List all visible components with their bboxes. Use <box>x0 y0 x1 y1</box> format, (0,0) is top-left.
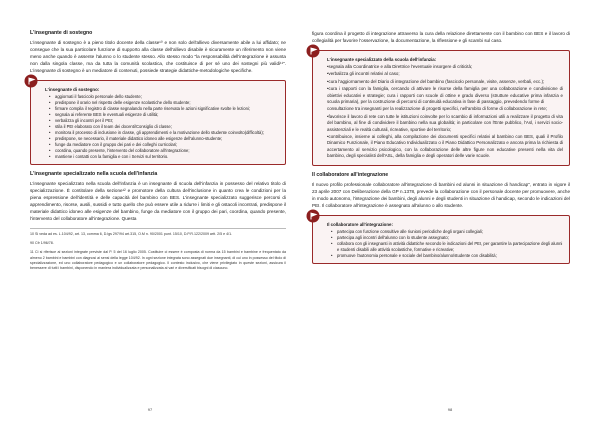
box-title: Il collaboratore all'integrazione: <box>327 221 393 227</box>
box-title: L'insegnante specializzato della scuola dell'infanzia: <box>327 57 437 62</box>
box-line: •cura i rapporti con la famiglia, cercando di attivare le risorse della famiglia per una collaborazione e condivisione di obiettivi educativi e strategie; cura i rapporti con scuole di ottine e grado diverso (strutture educative prima infanzia e scuola primaria), per la costruzione di percorsi di continuità educativa in fase di passaggio, prevedendo forme di <box>327 86 563 105</box>
box-line: •verbalizza gli incontri relativi al caso; <box>327 71 400 77</box>
footnote: 11 Ci si riferisce ai sezioni integrate previste dal P. 5 del 16 luglio 2005. Costituire ci essere è composta di norma da 15 bambini e bambine e frequentato da almeno 2 bambini e bambini con diagnosi ai sensi della legge 104/92. In ogni sezione integrata sono assegnati due insegnanti, di cui uno in possesso del titolo di specializzazione, ed uno collaboratore pedagogico e un collaboratore pedagogico. Il contesto inclusivo, che viene privilegiato in queste sezioni, assicura il benessere di tutti i bambini, disponendo in maniera individualizzata e personalizzata ai vari e diversificati bisogni di ciascuno. <box>30 250 286 271</box>
box-line: •contribuisce, insieme ai colleghi, alla compilazione dei documenti specifici relativi al bambino con BES, quali il Profilo Dinamico Funzionale, il Piano Educativo Individualizzato o il Piano Didattico Personalizzato e ancora prima la richiesta di accertamento al servizio psicologico, con la collaborazione delle altre figure non educative presenti nella vita del bambino, degli specialisti dell'ASL, della famiglia e degli operatori delle varie scuole. <box>327 134 563 159</box>
sostegno-box <box>30 80 286 165</box>
list-item: • segnala ai referente BES le eventuali esigenze di utilità; <box>55 112 279 118</box>
heading-collaboratore: Il collaboratore all'integrazione <box>312 171 389 178</box>
box-title: L'insegnante di sostegno: <box>45 87 100 92</box>
list-item: • predispone il orario nel rispetto delle esigenze scolastiche dello studente; <box>55 100 279 106</box>
page-right <box>300 0 600 424</box>
page-number: 97 <box>147 407 153 412</box>
page-number: 98 <box>447 407 453 412</box>
list-item: • firmare compila il registro di classe segnalando nella parte riservata le azioni significative svolte le lezioni; <box>55 106 279 112</box>
paragraph-continuation: figura coordina il progetto di integrazione attraverso la cura della relazione direttamente con il bambino con BES e il lavoro di collegialità per favorire l'osservazione, la documentazione, la riflessione e gli scambi sul caso. <box>312 31 570 43</box>
box-line: •favorisce il lavoro di rete con tutte le istituzioni coinvolte per lo scambio di informazioni utili a realizzare il progetto di vita del bambino, al fine di condividere il bambino nella sua globalità; in particolare con l'Ente pubblico, l'Asl, i servizi socio-assistenziali e le realtà culturali, ricreative, sportive del territorio; <box>327 113 563 132</box>
box-line: consultazione tra insegnanti per la realizzazione di progetti specifici, nell'ambito di forme di collaborazione in rete; <box>327 106 548 112</box>
heading-insegnante-sostegno: L'insegnante di sostegno <box>30 30 93 36</box>
footnotes <box>30 228 286 271</box>
list-item: • funge da mediatore con il gruppo dei pari e dei colleghi curricolari; <box>55 142 279 148</box>
list-item: • partecipa con funzione consultive alle riunioni periodiche degli organi collegiali; <box>337 229 563 235</box>
infanzia-box <box>312 50 570 166</box>
flag-icon <box>306 44 320 58</box>
paragraph-sostegno: L'insegnante di sostegno è a pieno titolo docente della classe¹⁰ e non solo dell'allievo diversamente abile a lui affidato; ne consegue che la sua particolare funzione di supporto alla classe dell'allievo disabile è sicuramente un riferimento non viene meno anche quando è assente l'alunno o lo studente stesso. Allo stesso modo "la responsabilità dell'integrazione è assunta non dalla singola classe, ma da tutta la comunità scolastica, che costituisce di per sé uno dei sostegni più validi¹¹". L'insegnante di sostegno è un mediatore di contenuti, possiede strategie didattiche-metodologiche specifiche. <box>30 40 286 73</box>
list-item: • stila il PEI elaborato con il team dei docenti/Consiglio di classe; <box>55 124 279 130</box>
sostegno-list <box>45 94 279 160</box>
box-line: •cura l'aggiornamento del Diario di integrazione del bambino (fascicolo personale, visite, assenze, verbali, ecc.); <box>327 78 545 84</box>
list-item: • verbalizza gli incontri per il PEI; <box>55 118 279 124</box>
list-item: • aggiornati il fascicolo personale dello studente; <box>55 94 279 100</box>
heading-infanzia: L'insegnante specializzato nella scuola dell'infanzia <box>30 171 158 177</box>
flag-icon <box>306 209 320 223</box>
list-item: • promuove l'autonomia personale e sociale del bambino/alunno/studente con disabilità; <box>337 253 563 259</box>
list-item: • predispone, se necessario, il materiale didattico idoneo alle esigenze dell'alunno-studente; <box>55 136 279 142</box>
footnote: 90 Cfr 1/96/78. <box>30 241 54 246</box>
list-item: • monitora il processo di inclusione in classe, gli apprendimenti e la motivazione dello studente coinvolto(difficoltà); <box>55 130 279 136</box>
list-item: • partecipa agli incontri dell'alunno con lo studente assegnato; <box>337 235 563 241</box>
box-line: •segnala alla Coordinatrice e alla Direttrice l'eventuale insorgere di criticità; <box>327 64 473 69</box>
flag-icon <box>24 74 38 88</box>
paragraph-infanzia: L'insegnante specializzato nella scuola dell'infanzia è un insegnante di scuola dell'infanzia in possesso del relativo titolo di specializzazione. È contitolare della sezione¹² e promotore della cultura dell'inclusione in quanto crea le condizioni per la piena espressione dell'identità e delle capacità del bambino con BES. L'insegnante specializzato suggerisce percorsi di apprendimento, risorse, ausili, sussidi e tutto quello che può essere utile a ridurre i limiti e gli ostacoli incontrati, predispone il materiale didattico idoneo alle esigenze del bambino, funge da mediatore con il gruppo dei pari, coordina, quando presente, l'intervento del collaboratore all'integrazione. Questa <box>30 181 286 221</box>
footnote: 10 Si veda ad es. L.104/92, art. 13, comma 6, D.lgs 297/94 art.315, O.M n. 90/2001 punt. 15/10, D.P.R.122/2009 artt. 2/5 e 4/1. <box>30 232 233 236</box>
list-item: • collabora con gli insegnanti in attività didattiche secondo le indicazioni del PEI, per garantire la partecipazione degli alunni e studenti disabili alle attività scolastiche, formative e ricreative; <box>337 241 563 253</box>
list-item: • coordina, quando presente, l'intervento del collaboratore all'integrazione; <box>55 148 279 154</box>
paragraph-collaboratore: Il nuovo profilo professionale collaboratore all'integrazione di bambini ed alunni in situazione di handicap", entrato in vigore il 23 aprile 2007 con Deliberazione della GP n.1378, prevede la collaborazione con il personale docente per promuovere, anche in modo autonomo, l'integrazione dei bambini, degli alunni e degli studenti in situazione di handicap, secondo le indicazioni del PEI. Il collaboratore all'integrazione è assegnato all'alunno o allo studente. <box>312 181 570 208</box>
collaboratore-list <box>327 229 563 259</box>
list-item: • mantiene i contatti con la famiglia e con i Servizi sul territorio. <box>55 154 279 160</box>
collaboratore-box <box>312 215 570 264</box>
